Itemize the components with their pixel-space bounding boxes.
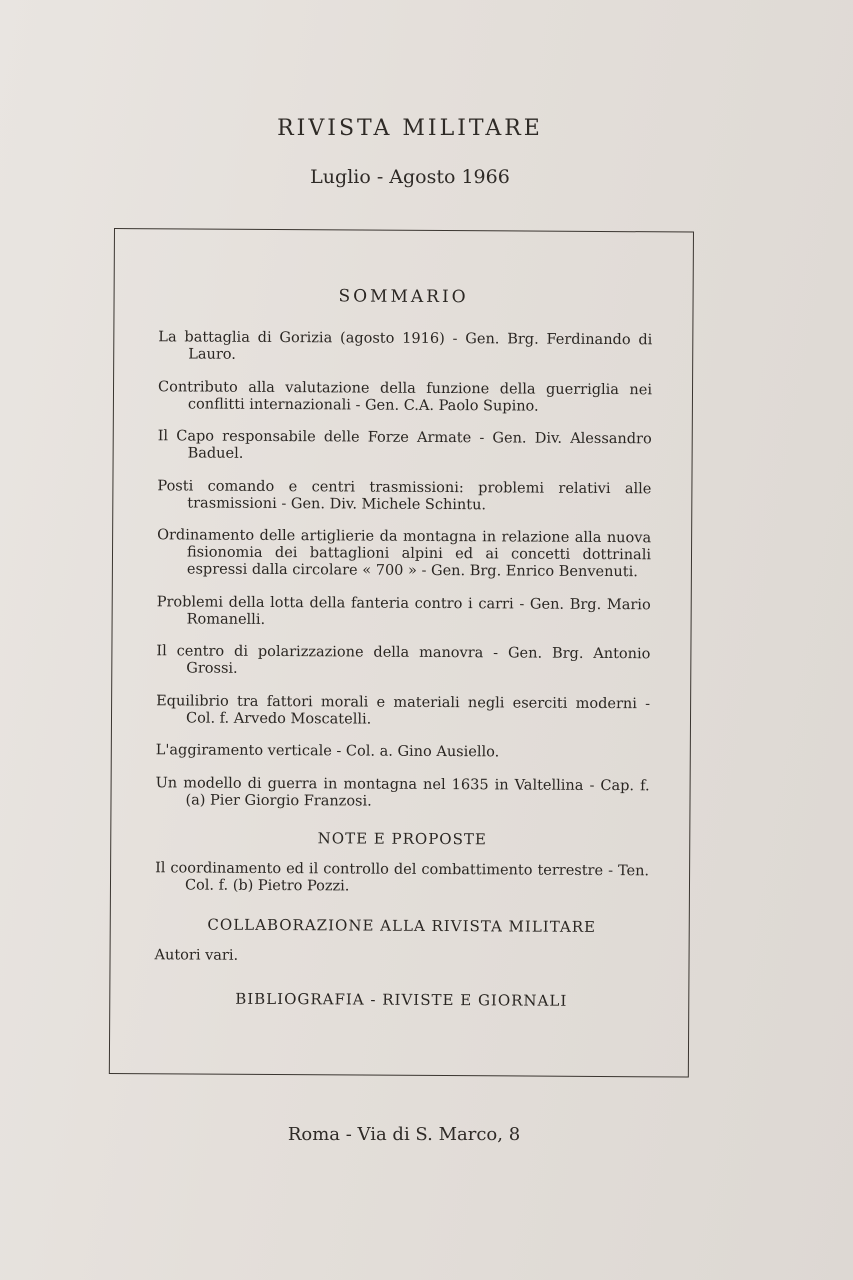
toc-entry: Ordinamento delle artiglierie da montagna in relazione alla nuova fisionomia dei battaglioni alpini ed ai concetti dottrinali espressi dalla circolare « 700 » - Gen. Brg. Enrico Benvenuti. [157, 527, 652, 581]
notes-heading: NOTE E PROPOSTE [317, 828, 487, 848]
bibliography-heading: BIBLIOGRAFIA - RIVISTE E GIORNALI [235, 989, 568, 1010]
toc-entry: Problemi della lotta della fanteria contro i carri - Gen. Brg. Mario Romanelli. [156, 593, 651, 628]
toc-entry: Il Capo responsabile delle Forze Armate - Gen. Div. Alessandro Baduel. [157, 428, 652, 462]
toc-heading: SOMMARIO [338, 286, 469, 308]
issue-date: Luglio - Agosto 1966 [310, 166, 510, 188]
toc-entry: Posti comando e centri trasmissioni: problemi relativi alle trasmissioni - Gen. Div. Michele Schintu. [157, 477, 652, 513]
contents-frame [109, 228, 694, 1078]
publisher-address: Roma - Via di S. Marco, 8 [287, 1124, 521, 1145]
toc-entry: La battaglia di Gorizia (agosto 1916) - Gen. Brg. Ferdinando di Lauro. [158, 329, 653, 363]
collaboration-text: Autori vari. [154, 946, 239, 964]
toc-entry: Equilibrio tra fattori morali e materiali negli eserciti moderni - Col. f. Arvedo Moscatelli. [156, 692, 651, 728]
journal-title: RIVISTA MILITARE [277, 116, 543, 141]
notes-entry: Il coordinamento ed il controllo del combattimento terrestre - Ten. Col. f. (b) Pietro Pozzi. [155, 859, 650, 894]
toc-entry: Un modello di guerra in montagna nel 1635 in Valtellina - Cap. f. (a) Pier Giorgio Franzosi. [155, 774, 650, 810]
toc-entry: Contributo alla valutazione della funzione della guerriglia nei conflitti internazionali - Gen. C.A. Paolo Supino. [157, 378, 653, 415]
collaboration-heading: COLLABORAZIONE ALLA RIVISTA MILITARE [207, 915, 597, 936]
toc-entry: L'aggiramento verticale - Col. a. Gino Ausiello. [155, 742, 500, 761]
toc-entry: Il centro di polarizzazione della manovra - Gen. Brg. Antonio Grossi. [156, 643, 651, 677]
toc-entries [154, 329, 652, 1024]
